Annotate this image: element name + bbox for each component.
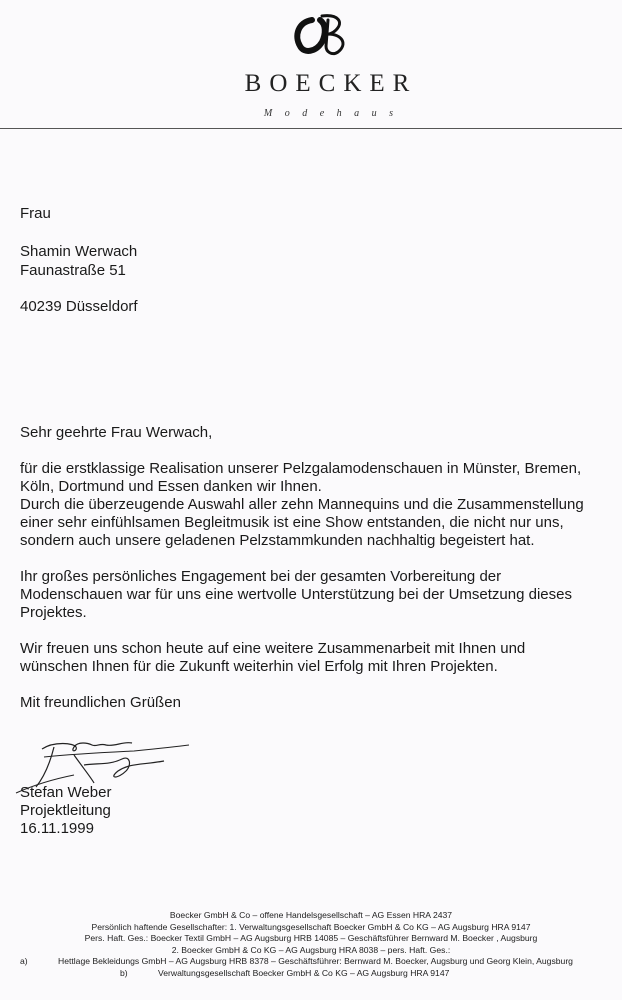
paragraph-line: Köln, Dortmund und Essen danken wir Ihnen.: [20, 478, 322, 495]
footer-line: Hettlage Bekleidungs GmbH – AG Augsburg HRB 8378 – Geschäftsführer: Bernward M. Boecker, Augsburg und Georg Klein, Augsburg: [58, 956, 573, 966]
footer-label-a: a): [20, 956, 28, 966]
paragraph-line: Modenschauen war für uns eine wertvolle Unterstützung bei der Umsetzung dieses: [20, 586, 572, 603]
company-footer: [10, 910, 612, 979]
boecker-logo-icon: [292, 12, 358, 58]
paragraph-line: Durch die überzeugende Auswahl aller zehn Mannequins und die Zusammenstellung: [20, 496, 584, 513]
footer-line: Verwaltungsgesellschaft Boecker GmbH & Co KG – AG Augsburg HRA 9147: [158, 967, 450, 978]
signer-role: Projektleitung: [20, 802, 111, 819]
footer-label-b: b): [120, 967, 128, 978]
paragraph-line: Ihr großes persönliches Engagement bei der gesamten Vorbereitung der: [20, 568, 502, 585]
letter-paragraph-1: [20, 460, 610, 550]
letter-date: 16.11.1999: [20, 820, 94, 837]
header-divider: [0, 128, 622, 129]
letter-closing: Mit freundlichen Grüßen: [20, 694, 181, 711]
recipient-city: 40239 Düsseldorf: [20, 298, 138, 315]
footer-line: 2. Boecker GmbH & Co KG – AG Augsburg HRA 8038 – pers. Haft. Ges.:: [171, 944, 451, 955]
paragraph-line: Wir freuen uns schon heute auf eine weitere Zusammenarbeit mit Ihnen und: [20, 640, 526, 657]
footer-line-a: [10, 956, 612, 968]
footer-line: Persönlich haftende Gesellschafter: 1. Verwaltungsgesellschaft Boecker GmbH & Co KG – AG Augsburg HRA 9147: [91, 921, 531, 932]
footer-line: Pers. Haft. Ges.: Boecker Textil GmbH – AG Augsburg HRB 14085 – Geschäftsführer Bernward M. Boecker , Augsburg: [84, 933, 538, 943]
letter-greeting: Sehr geehrte Frau Werwach,: [20, 424, 213, 441]
paragraph-line: wünschen Ihnen für die Zukunft weiterhin viel Erfolg mit Ihren Projekten.: [20, 658, 498, 675]
brand-name: BOECKER: [244, 70, 418, 97]
paragraph-line: für die erstklassige Realisation unserer Pelzgalamodenschauen in Münster, Bremen,: [20, 460, 582, 477]
brand-subtitle: M o d e h a u s: [263, 108, 399, 119]
letter-paragraph-2: [20, 568, 610, 622]
signer-name: Stefan Weber: [20, 784, 112, 801]
paragraph-line: Projektes.: [20, 604, 87, 621]
footer-line: Boecker GmbH & Co – offene Handelsgesellschaft – AG Essen HRA 2437: [169, 910, 453, 920]
recipient-name: Shamin Werwach: [20, 243, 138, 260]
footer-line-b: [10, 968, 612, 980]
paragraph-line: einer sehr einfühlsamen Begleitmusik ist eine Show entstanden, die nicht nur uns,: [20, 514, 564, 531]
paragraph-line: sondern auch unsere geladenen Pelzstammkunden nachhaltig begeistert hat.: [20, 532, 535, 549]
recipient-title: Frau: [20, 205, 51, 222]
letter-paragraph-3: [20, 640, 610, 676]
recipient-street: Faunastraße 51: [20, 262, 126, 279]
